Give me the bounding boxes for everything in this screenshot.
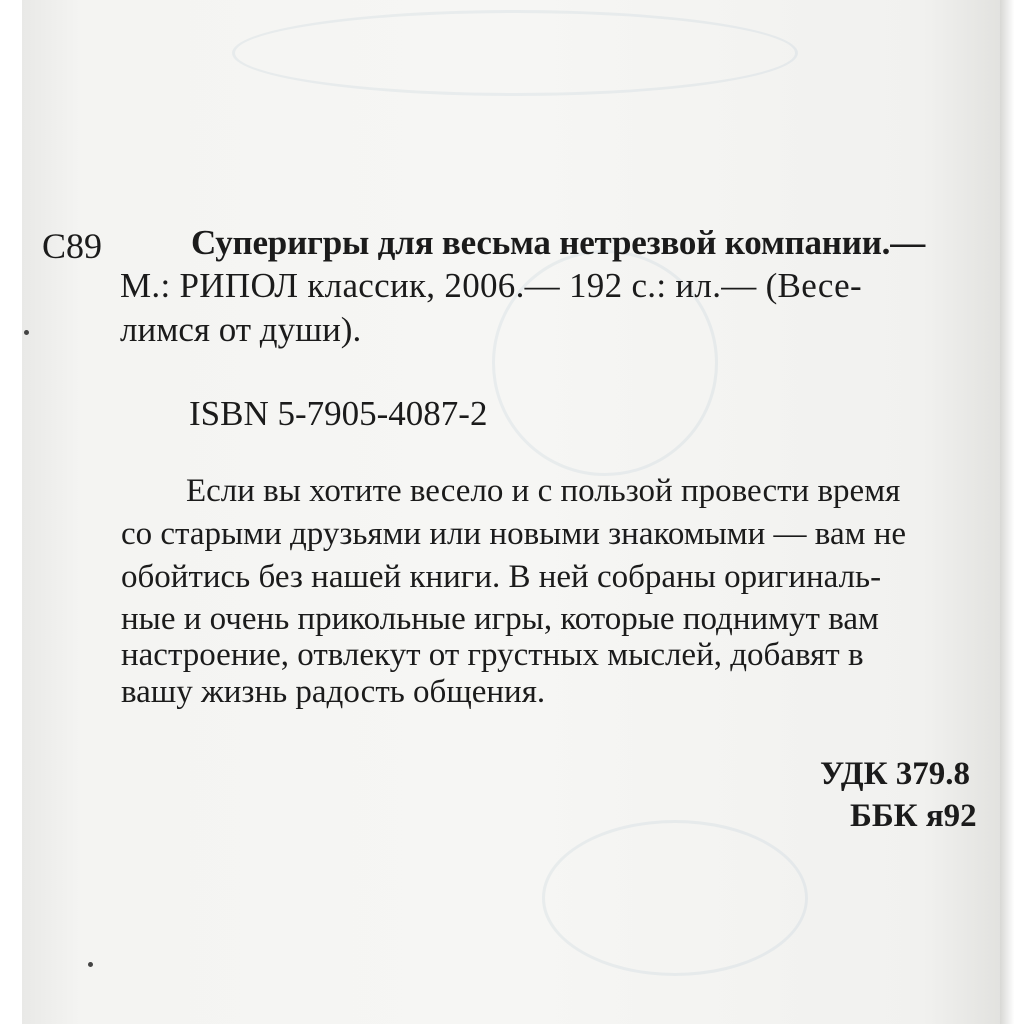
isbn-number: ISBN 5-7905-4087-2 bbox=[189, 394, 488, 433]
annotation-line: Если вы хотите весело и с пользой провести время bbox=[186, 473, 901, 509]
series-line: лимся от души). bbox=[120, 310, 362, 349]
show-through-illustration bbox=[232, 10, 798, 96]
annotation-line: настроение, отвлекут от грустных мыслей, добавят в bbox=[121, 637, 864, 673]
book-title-line: Суперигры для весьма нетрезвой компании.— bbox=[191, 223, 926, 262]
annotation-line: ные и очень прикольные игры, которые поднимут вам bbox=[121, 601, 879, 637]
show-through-illustration bbox=[542, 820, 808, 976]
print-speck bbox=[24, 330, 29, 335]
annotation-line: обойтись без нашей книги. В ней собраны оригиналь- bbox=[121, 559, 882, 595]
paper-edge bbox=[1000, 0, 1024, 1024]
paper-sheet bbox=[22, 0, 1002, 1024]
catalog-code: С89 bbox=[42, 226, 103, 266]
annotation-line: со старыми друзьями или новыми знакомыми — вам не bbox=[121, 516, 907, 552]
publisher-line: М.: РИПОЛ классик, 2006.— 192 с.: ил.— (Весе- bbox=[120, 266, 862, 305]
annotation-line: вашу жизнь радость общения. bbox=[121, 674, 546, 710]
bbk-code: ББК я92 bbox=[850, 798, 977, 834]
udk-code: УДК 379.8 bbox=[820, 756, 971, 792]
print-speck bbox=[88, 962, 93, 967]
